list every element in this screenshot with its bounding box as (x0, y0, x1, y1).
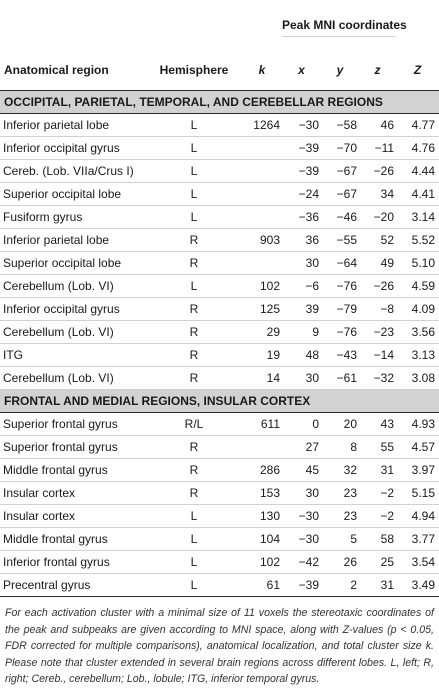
cell-z: −11 (359, 137, 396, 160)
cell-region: Cerebellum (Lob. VI) (0, 321, 146, 344)
section-header-row (0, 91, 439, 114)
col-header-region: Anatomical region (4, 63, 109, 77)
cell-k: 286 (242, 459, 282, 482)
cell-y: 32 (321, 459, 359, 482)
table-row (0, 482, 439, 505)
cell-x: 45 (282, 459, 321, 482)
cell-region: Fusiform gyrus (0, 206, 146, 229)
cell-x: 9 (282, 321, 321, 344)
table-row (0, 160, 439, 183)
cell-z: 49 (359, 252, 396, 275)
cell-hemisphere: L (146, 137, 242, 160)
cell-zscore: 4.77 (396, 114, 439, 137)
cell-hemisphere: R (146, 321, 242, 344)
cell-hemisphere: R (146, 436, 242, 459)
cell-x: 0 (282, 413, 321, 436)
col-header-zscore: Z (413, 63, 422, 77)
table-row (0, 206, 439, 229)
cell-region: Superior occipital lobe (0, 252, 146, 275)
cell-z: −8 (359, 298, 396, 321)
cell-z: −26 (359, 160, 396, 183)
cell-z: −23 (359, 321, 396, 344)
cell-k (242, 206, 282, 229)
cell-x: 48 (282, 344, 321, 367)
cell-x: −39 (282, 160, 321, 183)
cell-y: −46 (321, 206, 359, 229)
cell-z: 31 (359, 459, 396, 482)
col-header-x: x (298, 63, 305, 77)
cell-zscore: 3.56 (396, 321, 439, 344)
cell-x: −30 (282, 114, 321, 137)
cell-k (242, 252, 282, 275)
cell-k (242, 160, 282, 183)
table-row (0, 528, 439, 551)
cell-region: Cerebellum (Lob. VI) (0, 367, 146, 390)
cell-x: −6 (282, 275, 321, 298)
cell-k: 102 (242, 275, 282, 298)
cell-zscore: 4.59 (396, 275, 439, 298)
table-row (0, 137, 439, 160)
cell-zscore: 4.94 (396, 505, 439, 528)
cell-y: 23 (321, 505, 359, 528)
table-row (0, 275, 439, 298)
cell-zscore: 3.54 (396, 551, 439, 574)
cell-x: 36 (282, 229, 321, 252)
cell-zscore: 3.14 (396, 206, 439, 229)
cell-y: −58 (321, 114, 359, 137)
cell-k (242, 436, 282, 459)
table-row (0, 551, 439, 574)
cell-zscore: 5.10 (396, 252, 439, 275)
table-row (0, 321, 439, 344)
cell-zscore: 4.93 (396, 413, 439, 436)
cell-z: −2 (359, 505, 396, 528)
section-title: FRONTAL AND MEDIAL REGIONS, INSULAR CORTEX (0, 390, 439, 413)
cell-z: 52 (359, 229, 396, 252)
cell-x: −39 (282, 574, 321, 597)
cell-k (242, 183, 282, 206)
cell-hemisphere: R (146, 229, 242, 252)
cell-hemisphere: R (146, 298, 242, 321)
cell-k: 61 (242, 574, 282, 597)
cell-z: −14 (359, 344, 396, 367)
cell-hemisphere: L (146, 528, 242, 551)
cell-x: 30 (282, 367, 321, 390)
table-row (0, 344, 439, 367)
cell-hemisphere: L (146, 206, 242, 229)
cell-zscore: 3.13 (396, 344, 439, 367)
cell-region: Middle frontal gyrus (0, 528, 146, 551)
cell-hemisphere: R (146, 344, 242, 367)
cell-k: 903 (242, 229, 282, 252)
table-row (0, 252, 439, 275)
cell-region: Insular cortex (0, 505, 146, 528)
cell-k: 19 (242, 344, 282, 367)
cell-hemisphere: L (146, 551, 242, 574)
cell-zscore: 4.41 (396, 183, 439, 206)
cell-y: −61 (321, 367, 359, 390)
cell-zscore: 3.77 (396, 528, 439, 551)
cell-region: Inferior occipital gyrus (0, 137, 146, 160)
cell-hemisphere: R/L (146, 413, 242, 436)
table-row (0, 229, 439, 252)
cell-region: ITG (0, 344, 146, 367)
cell-z: 25 (359, 551, 396, 574)
cell-region: Cereb. (Lob. VIIa/Crus I) (0, 160, 146, 183)
cell-k (242, 137, 282, 160)
cell-z: −26 (359, 275, 396, 298)
section-title: OCCIPITAL, PARIETAL, TEMPORAL, AND CEREBELLAR REGIONS (0, 91, 439, 114)
cell-y: −43 (321, 344, 359, 367)
cell-z: −2 (359, 482, 396, 505)
cell-k: 104 (242, 528, 282, 551)
col-header-k: k (258, 63, 266, 77)
cell-x: 39 (282, 298, 321, 321)
cell-hemisphere: L (146, 505, 242, 528)
cell-zscore: 4.09 (396, 298, 439, 321)
col-header-hemisphere: Hemisphere (159, 63, 229, 77)
cell-y: 20 (321, 413, 359, 436)
cell-k: 153 (242, 482, 282, 505)
cell-hemisphere: R (146, 482, 242, 505)
cell-region: Superior frontal gyrus (0, 413, 146, 436)
table-row (0, 459, 439, 482)
cell-hemisphere: L (146, 574, 242, 597)
column-header-row (0, 50, 439, 91)
section-header-row (0, 390, 439, 413)
cell-k: 29 (242, 321, 282, 344)
cell-zscore: 4.76 (396, 137, 439, 160)
col-header-y: y (336, 63, 344, 77)
table-row (0, 183, 439, 206)
table-body (0, 91, 439, 597)
group-header-row (0, 0, 439, 50)
cell-k: 1264 (242, 114, 282, 137)
cell-x: −24 (282, 183, 321, 206)
cell-hemisphere: L (146, 114, 242, 137)
cell-zscore: 5.52 (396, 229, 439, 252)
cell-x: −30 (282, 505, 321, 528)
cell-y: −55 (321, 229, 359, 252)
table-row (0, 114, 439, 137)
cell-z: 58 (359, 528, 396, 551)
table-row (0, 298, 439, 321)
cell-x: 27 (282, 436, 321, 459)
cell-y: 23 (321, 482, 359, 505)
cell-y: −76 (321, 275, 359, 298)
table-row (0, 367, 439, 390)
cell-y: −79 (321, 298, 359, 321)
cell-x: −42 (282, 551, 321, 574)
cell-z: 46 (359, 114, 396, 137)
cell-region: Superior occipital lobe (0, 183, 146, 206)
cell-y: −67 (321, 183, 359, 206)
cell-hemisphere: R (146, 252, 242, 275)
cell-x: −39 (282, 137, 321, 160)
cell-z: 34 (359, 183, 396, 206)
table-footnote: For each activation cluster with a minimal size of 11 voxels the stereotaxic coordinates of the peak and subpeaks are given according to MNI space, along with Z-values (p < 0.05, FDR corrected for multiple comparisons), anatomical localization, and total cluster size k. Please note that cluster extended in several brain regions across different lobes. L, left; R, right; Cereb., cerebellum; Lob., lobule; ITG, inferior temporal gyrus. (5, 607, 434, 686)
cell-k: 611 (242, 413, 282, 436)
cell-region: Inferior parietal lobe (0, 114, 146, 137)
cell-x: 30 (282, 252, 321, 275)
cell-zscore: 3.08 (396, 367, 439, 390)
cell-zscore: 3.49 (396, 574, 439, 597)
cell-hemisphere: L (146, 275, 242, 298)
cell-y: 26 (321, 551, 359, 574)
cell-region: Cerebellum (Lob. VI) (0, 275, 146, 298)
cell-hemisphere: L (146, 160, 242, 183)
cell-y: −64 (321, 252, 359, 275)
cell-k: 14 (242, 367, 282, 390)
cell-y: −70 (321, 137, 359, 160)
cell-k: 130 (242, 505, 282, 528)
cell-y: −76 (321, 321, 359, 344)
cell-k: 102 (242, 551, 282, 574)
cell-z: −20 (359, 206, 396, 229)
cell-region: Middle frontal gyrus (0, 459, 146, 482)
cell-z: 43 (359, 413, 396, 436)
cell-z: 31 (359, 574, 396, 597)
cell-y: 2 (321, 574, 359, 597)
cell-region: Inferior parietal lobe (0, 229, 146, 252)
cell-z: 55 (359, 436, 396, 459)
cell-x: −36 (282, 206, 321, 229)
cell-region: Insular cortex (0, 482, 146, 505)
cell-zscore: 4.57 (396, 436, 439, 459)
cell-z: −32 (359, 367, 396, 390)
cell-region: Precentral gyrus (0, 574, 146, 597)
cell-region: Inferior frontal gyrus (0, 551, 146, 574)
cell-k: 125 (242, 298, 282, 321)
table-row (0, 574, 439, 597)
cell-region: Inferior occipital gyrus (0, 298, 146, 321)
cell-hemisphere: R (146, 459, 242, 482)
table-row (0, 413, 439, 436)
cell-y: 8 (321, 436, 359, 459)
cell-zscore: 3.97 (396, 459, 439, 482)
cell-region: Superior frontal gyrus (0, 436, 146, 459)
cell-zscore: 5.15 (396, 482, 439, 505)
table-row (0, 436, 439, 459)
col-header-z: z (374, 63, 381, 77)
table-row (0, 505, 439, 528)
cell-x: −30 (282, 528, 321, 551)
peak-mni-header: Peak MNI coordinates (282, 14, 396, 37)
cell-x: 30 (282, 482, 321, 505)
cell-zscore: 4.44 (396, 160, 439, 183)
cell-hemisphere: R (146, 367, 242, 390)
cell-hemisphere: L (146, 183, 242, 206)
cell-y: 5 (321, 528, 359, 551)
cell-y: −67 (321, 160, 359, 183)
